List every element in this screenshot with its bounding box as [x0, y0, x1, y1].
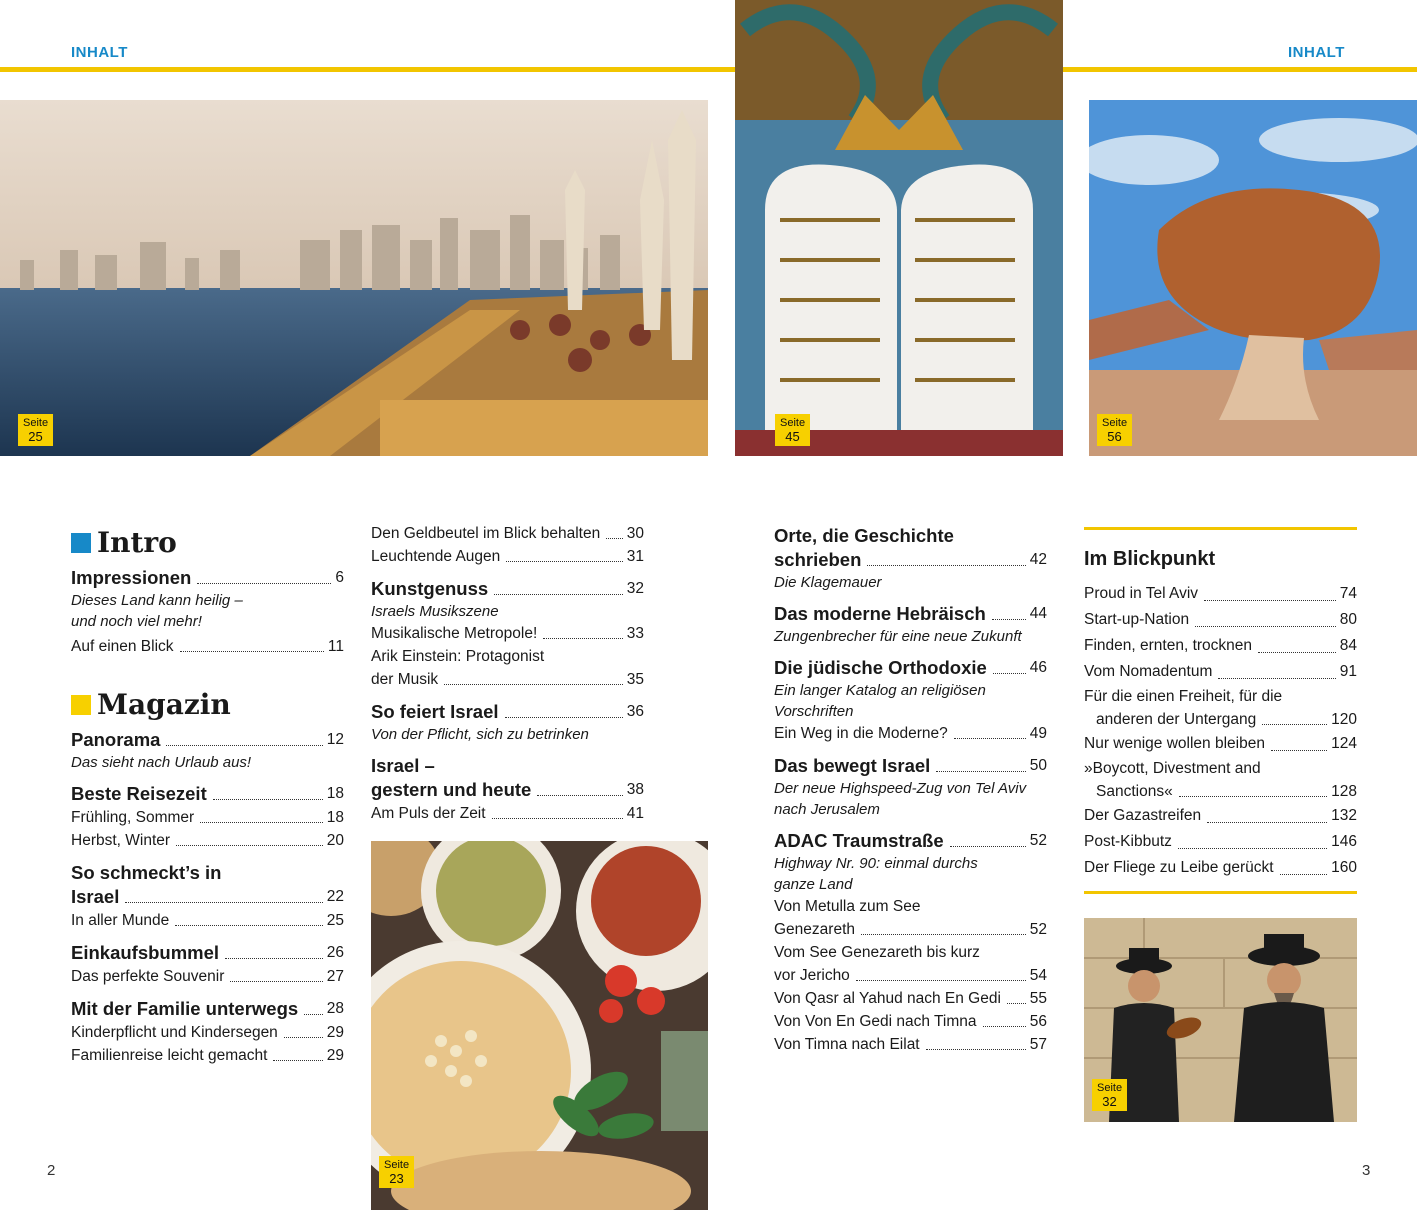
badge-label: Seite [780, 417, 806, 429]
toc-entry-impressionen[interactable] [71, 566, 344, 590]
entry-title: anderen der Untergang [1096, 711, 1257, 728]
entry-title-line: Für die einen Freiheit, für die [1084, 688, 1283, 705]
entry-title: Israel [71, 886, 120, 907]
toc-entry-nomadentum[interactable] [1084, 659, 1357, 685]
entry-title: Der Fliege zu Leibe gerückt [1084, 859, 1274, 876]
entry-title-line: Von Metulla zum See [774, 898, 921, 915]
toc-entry-geldbeutel[interactable] [371, 522, 644, 545]
entry-page: 29 [326, 1047, 344, 1064]
photo-food-hummus [371, 841, 708, 1210]
entry-page: 55 [1029, 990, 1047, 1007]
entry-title: Sanctions« [1096, 783, 1173, 800]
intro-square-icon [71, 533, 91, 553]
magazin-title: Magazin [97, 688, 231, 721]
entry-title-line: Vom See Genezareth bis kurz [774, 944, 980, 961]
entry-subtitle: Von der Pflicht, sich zu betrinken [371, 726, 589, 743]
entry-page: 52 [1029, 832, 1047, 849]
tel-aviv-image [0, 100, 708, 456]
toc-entry-familienreise[interactable] [71, 1044, 344, 1067]
entry-subtitle: Zungenbrecher für eine neue Zukunft [774, 628, 1022, 645]
entry-title: Start-up-Nation [1084, 611, 1190, 628]
section-label-right: INHALT [1288, 44, 1345, 61]
toc-entry-auf-einen-blick[interactable] [71, 635, 344, 658]
entry-page: 54 [1029, 967, 1047, 984]
entry-title: vor Jericho [774, 967, 850, 984]
page-number-left: 2 [47, 1162, 56, 1179]
entry-page: 18 [326, 809, 344, 826]
entry-page: 20 [326, 832, 344, 849]
entry-title-line: »Boycott, Divestment and [1084, 760, 1261, 777]
page-badge-23 [379, 1156, 414, 1188]
toc-column-4 [1084, 527, 1357, 894]
entry-title: ADAC Traumstraße [774, 830, 944, 851]
toc-entry-souvenir[interactable] [71, 965, 344, 988]
entry-subtitle: Der neue Highspeed-Zug von Tel Aviv [774, 780, 1027, 797]
toc-entry-kunstgenuss[interactable] [371, 577, 644, 601]
toc-entry-en-gedi[interactable] [774, 1010, 1047, 1033]
toc-column-3 [774, 524, 1047, 1056]
entry-title: Post-Kibbutz [1084, 833, 1172, 850]
entry-page: 12 [326, 731, 344, 748]
entry-title: Einkaufsbummel [71, 942, 220, 963]
entry-title: Den Geldbeutel im Blick behalten [371, 525, 601, 542]
entry-page: 33 [626, 625, 644, 642]
intro-title: Intro [97, 526, 177, 559]
entry-title: Von Von En Gedi nach Timna [774, 1013, 977, 1030]
toc-entry-bleiben[interactable] [1084, 731, 1357, 757]
entry-page: 80 [1339, 611, 1357, 628]
intro-heading [71, 526, 344, 560]
toc-entry-boycott[interactable] [1084, 780, 1357, 803]
entry-subtitle: und noch viel mehr! [71, 613, 202, 630]
toc-entry-start-up[interactable] [1084, 607, 1357, 633]
toc-entry-gestern-und-heute[interactable] [371, 778, 644, 802]
badge-label: Seite [384, 1159, 410, 1171]
entry-page: 74 [1339, 585, 1357, 602]
badge-page: 23 [389, 1171, 404, 1186]
entry-page: 120 [1331, 711, 1357, 728]
entry-subtitle: ganze Land [774, 876, 853, 893]
photo-rock-formation [1089, 100, 1417, 456]
entry-page: 25 [326, 912, 344, 929]
entry-page: 160 [1331, 859, 1357, 876]
entry-title: Panorama [71, 729, 161, 750]
blickpunkt-bottom-rule [1084, 891, 1357, 894]
toc-entry-bewegt-israel[interactable] [774, 754, 1047, 778]
toc-entry-gazastreifen[interactable] [1084, 803, 1357, 829]
toc-entry-fliege[interactable] [1084, 855, 1357, 881]
entry-page: 57 [1029, 1036, 1047, 1053]
entry-page: 35 [626, 671, 644, 688]
page-badge-56 [1097, 414, 1132, 446]
entry-page: 124 [1331, 735, 1357, 752]
entry-page: 38 [626, 781, 644, 798]
section-label-left: INHALT [71, 44, 128, 61]
badge-page: 32 [1102, 1094, 1117, 1109]
magazin-heading [71, 688, 344, 722]
toc-column-2 [371, 522, 644, 825]
toc-entry-finden[interactable] [1084, 633, 1357, 659]
toc-entry-jericho[interactable] [774, 964, 1047, 987]
entry-page: 36 [626, 703, 644, 720]
toc-entry-kinderpflicht[interactable] [71, 1021, 344, 1044]
entry-title-line: So schmeckt’s in [71, 862, 222, 883]
entry-title-line: Israel – [371, 755, 435, 776]
toc-entry-qasr-al-yahud[interactable] [774, 987, 1047, 1010]
entry-subtitle: Das sieht nach Urlaub aus! [71, 754, 252, 771]
torah-tablets-image [735, 0, 1063, 456]
entry-title: Nur wenige wollen bleiben [1084, 735, 1265, 752]
entry-title: Musikalische Metropole! [371, 625, 538, 642]
entry-title: Auf einen Blick [71, 638, 174, 655]
toc-entry-adac-traumstrasse[interactable] [774, 829, 1047, 853]
entry-title: Der Gazastreifen [1084, 807, 1202, 824]
toc-entry-so-schmeckts[interactable] [71, 885, 344, 909]
toc-entry-arik-einstein[interactable] [371, 668, 644, 691]
badge-label: Seite [1102, 417, 1128, 429]
entry-subtitle: Vorschriften [774, 703, 854, 720]
page-badge-25 [18, 414, 53, 446]
entry-page: 22 [326, 888, 344, 905]
toc-entry-orte[interactable] [774, 548, 1047, 572]
toc-entry-in-aller-munde[interactable] [71, 909, 344, 932]
entry-subtitle: Israels Musikszene [371, 603, 499, 620]
entry-title: Herbst, Winter [71, 832, 171, 849]
food-image [371, 841, 708, 1210]
entry-page: 50 [1029, 757, 1047, 774]
entry-subtitle: Die Klagemauer [774, 574, 882, 591]
entry-page: 146 [1331, 833, 1357, 850]
toc-entry-timna-eilat[interactable] [774, 1033, 1047, 1056]
toc-entry-hebraeisch[interactable] [774, 602, 1047, 626]
entry-title: Mit der Familie unterwegs [71, 998, 299, 1019]
entry-title: Impressionen [71, 567, 192, 588]
badge-page: 56 [1107, 429, 1122, 444]
page-badge-32 [1092, 1079, 1127, 1111]
toc-entry-so-feiert-israel[interactable] [371, 700, 644, 724]
entry-title: Das bewegt Israel [774, 755, 931, 776]
entry-page: 41 [626, 805, 644, 822]
entry-page: 18 [326, 785, 344, 802]
entry-page: 6 [335, 569, 344, 586]
entry-title: Am Puls der Zeit [371, 805, 486, 822]
toc-entry-metropole[interactable] [371, 622, 644, 645]
entry-page: 128 [1331, 783, 1357, 800]
photo-torah-tablets [735, 0, 1063, 456]
toc-entry-weg-in-die-moderne[interactable] [774, 722, 1047, 745]
entry-page: 29 [326, 1024, 344, 1041]
entry-page: 32 [626, 580, 644, 597]
header-rule-right [1063, 67, 1417, 72]
page-number-right: 3 [1362, 1162, 1371, 1179]
blickpunkt-title: Im Blickpunkt [1084, 548, 1216, 570]
entry-title: der Musik [371, 671, 439, 688]
entry-title: Leuchtende Augen [371, 548, 501, 565]
entry-page: 42 [1029, 551, 1047, 568]
entry-page: 31 [626, 548, 644, 565]
entry-title: Das perfekte Souvenir [71, 968, 225, 985]
entry-subtitle: nach Jerusalem [774, 801, 880, 818]
entry-title: Von Timna nach Eilat [774, 1036, 920, 1053]
entry-title: gestern und heute [371, 779, 532, 800]
toc-entry-familie[interactable] [71, 997, 344, 1021]
entry-title: Kunstgenuss [371, 578, 489, 599]
photo-tel-aviv [0, 100, 708, 456]
toc-entry-proud[interactable] [1084, 581, 1357, 607]
toc-entry-post-kibbutz[interactable] [1084, 829, 1357, 855]
entry-page: 132 [1331, 807, 1357, 824]
toc-entry-herbst[interactable] [71, 829, 344, 852]
toc-entry-panorama[interactable] [71, 728, 344, 752]
rock-formation-image [1089, 100, 1417, 456]
entry-title: Familienreise leicht gemacht [71, 1047, 268, 1064]
entry-title: Vom Nomadentum [1084, 663, 1213, 680]
blickpunkt-top-rule [1084, 527, 1357, 530]
entry-page: 46 [1029, 659, 1047, 676]
entry-title: Frühling, Sommer [71, 809, 195, 826]
entry-title-line: Arik Einstein: Protagonist [371, 648, 545, 665]
entry-title: Beste Reisezeit [71, 783, 207, 804]
toc-entry-beste-reisezeit[interactable] [71, 782, 344, 806]
toc-entry-metulla[interactable] [774, 918, 1047, 941]
toc-column-1 [71, 526, 344, 1067]
entry-title: Finden, ernten, trocknen [1084, 637, 1253, 654]
entry-page: 84 [1339, 637, 1357, 654]
toc-entry-puls-der-zeit[interactable] [371, 802, 644, 825]
entry-page: 49 [1029, 725, 1047, 742]
entry-title: Ein Weg in die Moderne? [774, 725, 948, 742]
entry-title-line: Orte, die Geschichte [774, 525, 954, 546]
entry-title: schrieben [774, 549, 862, 570]
entry-subtitle: Ein langer Katalog an religiösen [774, 682, 986, 699]
entry-title: Die jüdische Orthodoxie [774, 657, 987, 678]
entry-title: Von Qasr al Yahud nach En Gedi [774, 990, 1001, 1007]
entry-page: 91 [1339, 663, 1357, 680]
toc-entry-orthodoxie[interactable] [774, 656, 1047, 680]
entry-title: So feiert Israel [371, 701, 499, 722]
badge-label: Seite [1097, 1082, 1123, 1094]
badge-page: 25 [28, 429, 43, 444]
entry-page: 27 [326, 968, 344, 985]
entry-title: In aller Munde [71, 912, 170, 929]
badge-label: Seite [23, 417, 49, 429]
entry-page: 11 [327, 638, 344, 655]
toc-entry-leuchtende-augen[interactable] [371, 545, 644, 568]
entry-title: Proud in Tel Aviv [1084, 585, 1199, 602]
entry-subtitle: Dieses Land kann heilig – [71, 592, 243, 609]
entry-page: 30 [626, 525, 644, 542]
toc-entry-fruehling[interactable] [71, 806, 344, 829]
entry-subtitle: Highway Nr. 90: einmal durchs [774, 855, 978, 872]
toc-entry-freiheit[interactable] [1084, 708, 1357, 731]
entry-page: 52 [1029, 921, 1047, 938]
entry-page: 44 [1029, 605, 1047, 622]
entry-title: Kinderpflicht und Kindersegen [71, 1024, 278, 1041]
header-rule-left [0, 67, 735, 72]
page-badge-45 [775, 414, 810, 446]
entry-page: 56 [1029, 1013, 1047, 1030]
toc-entry-einkaufsbummel[interactable] [71, 941, 344, 965]
entry-title: Das moderne Hebräisch [774, 603, 986, 624]
magazin-square-icon [71, 695, 91, 715]
entry-page: 26 [326, 944, 344, 961]
entry-title: Genezareth [774, 921, 855, 938]
entry-page: 28 [326, 1000, 344, 1017]
badge-page: 45 [785, 429, 800, 444]
